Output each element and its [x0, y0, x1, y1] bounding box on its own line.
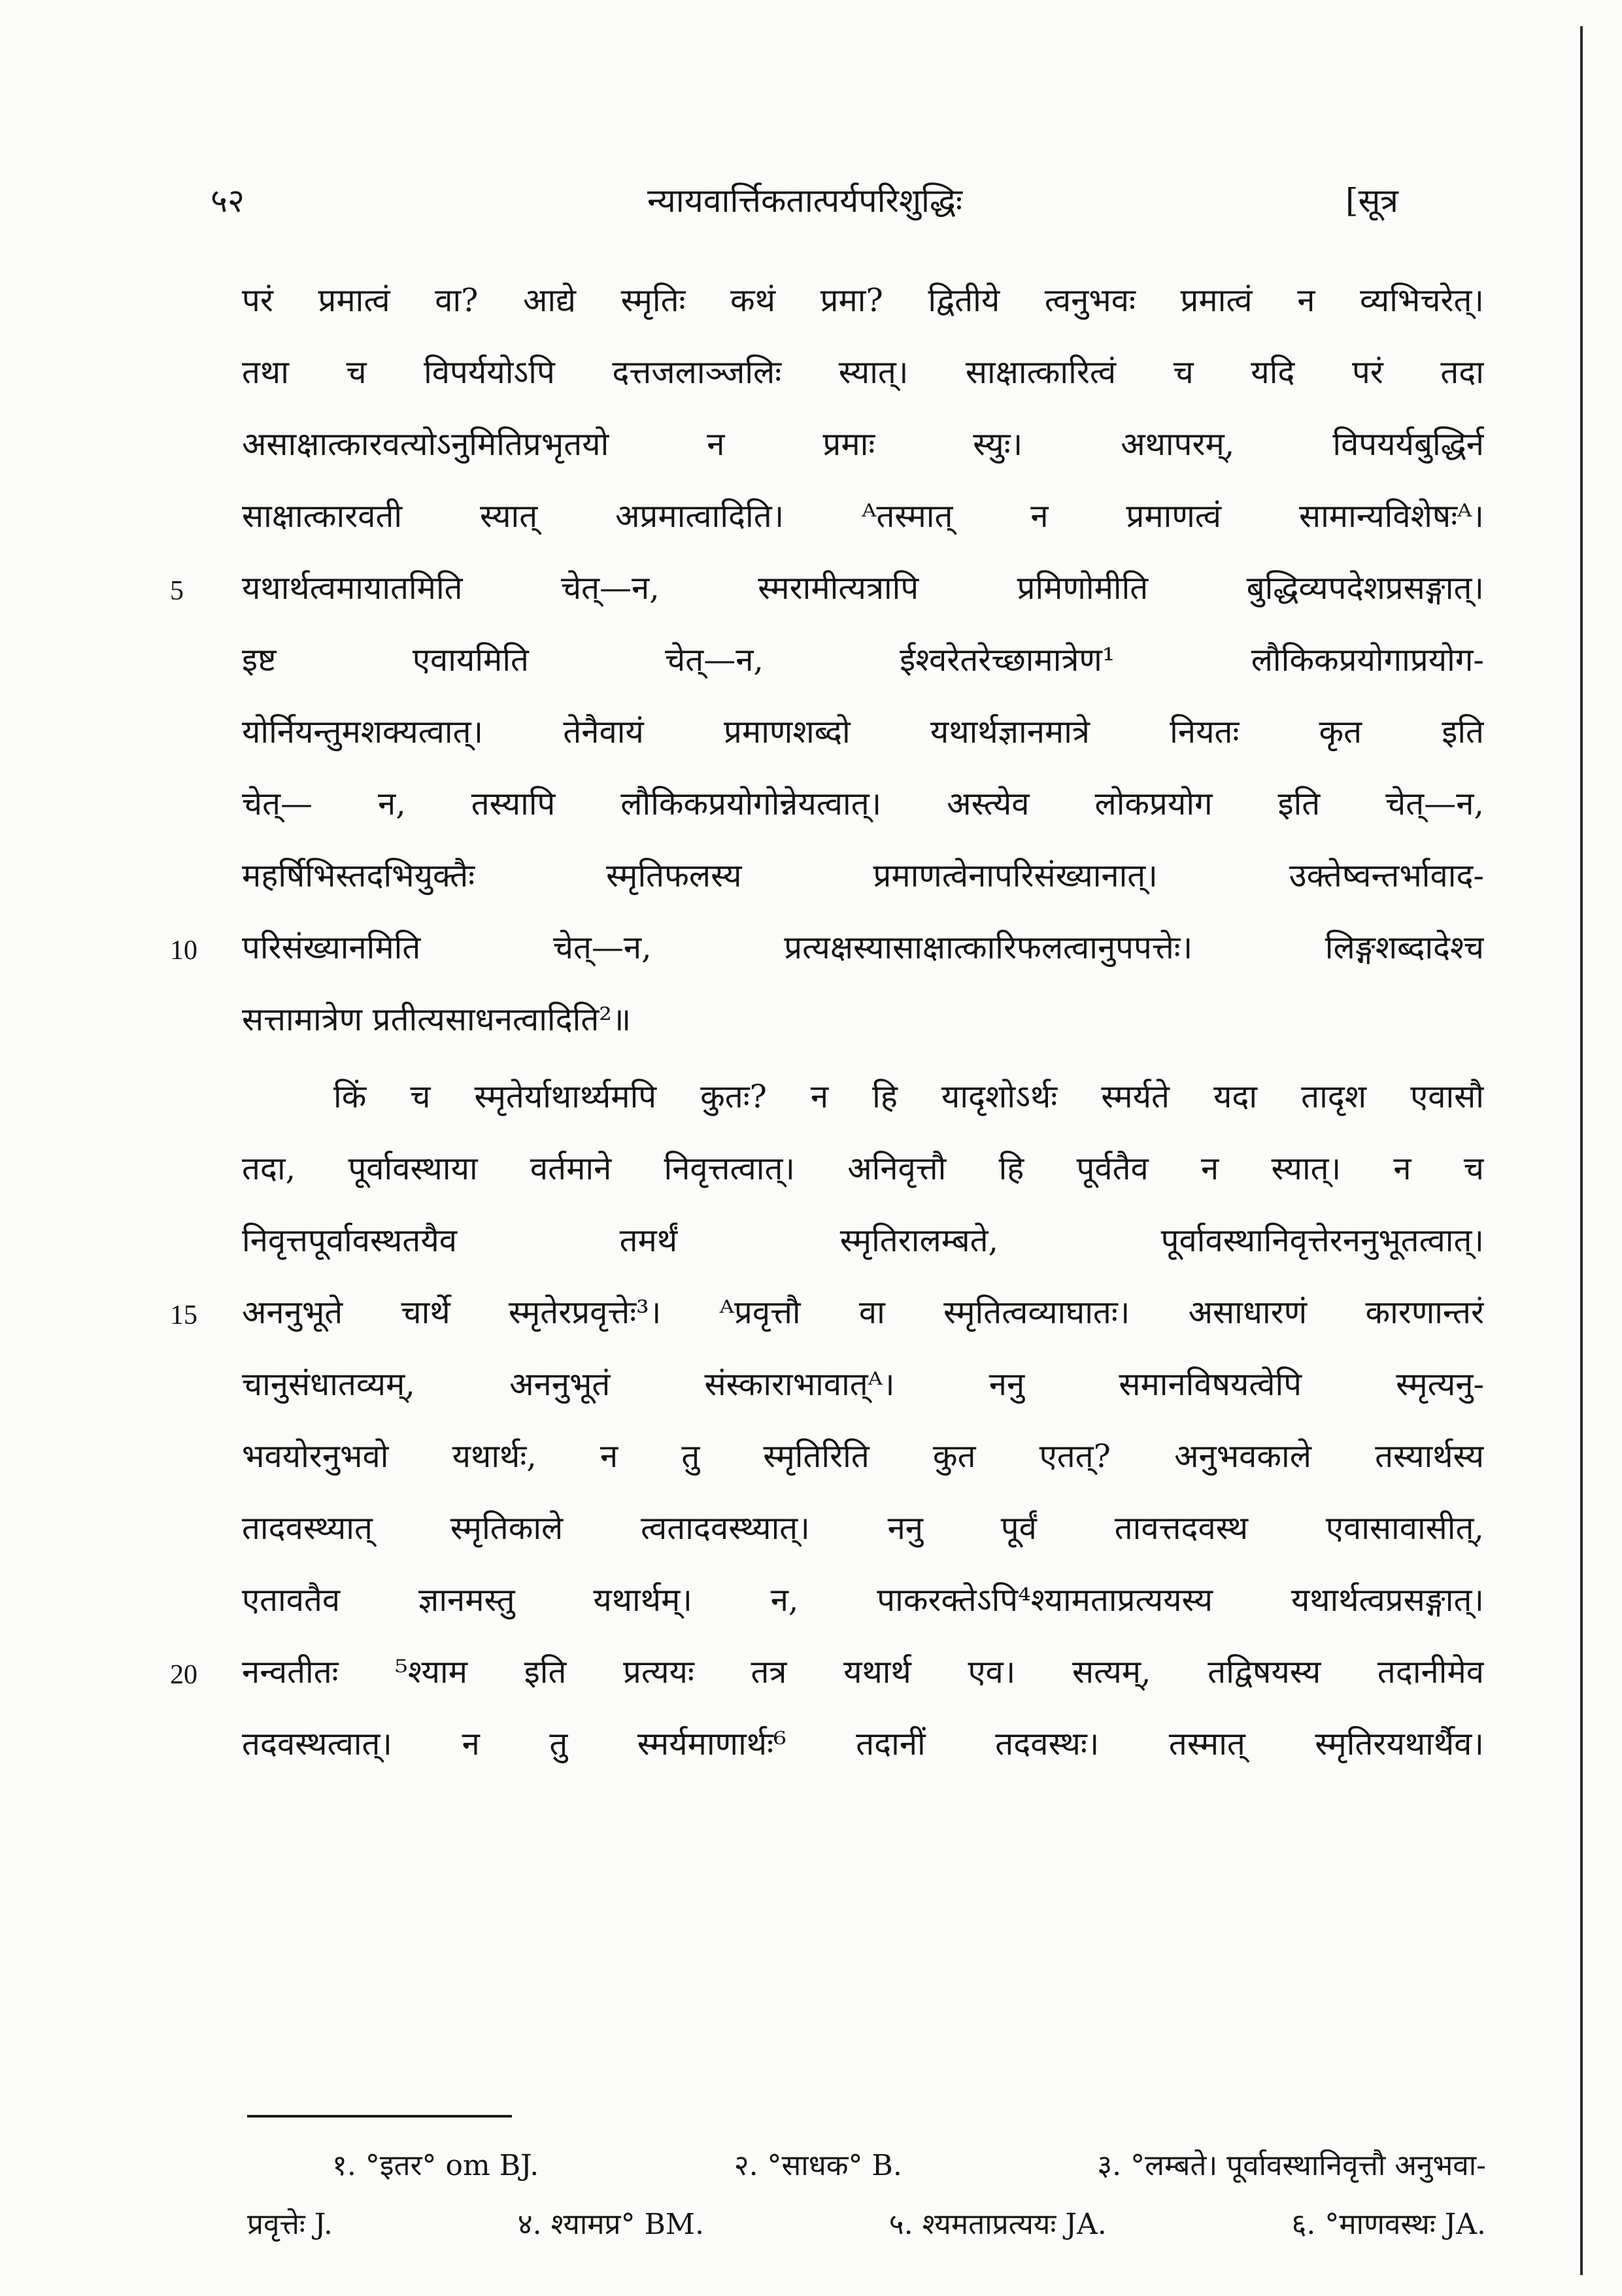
line-text: भवयोरनुभवो यथार्थः, न तु स्मृतिरिति कुत एतत्? अनुभवकाले तस्यार्थस्य — [242, 1438, 1484, 1475]
text-line — [242, 1564, 1484, 1636]
line-text: सत्तामात्रेण प्रतीत्यसाधनत्वादिति²॥ — [242, 1001, 632, 1038]
line-text: असाक्षात्कारवत्योऽनुमितिप्रभृतयो न प्रमाः स्युः। अथापरम्, विपयर्यबुद्धिर्न — [242, 426, 1484, 463]
text-line — [242, 409, 1484, 481]
text-line — [170, 1636, 1484, 1708]
line-text: यथार्थत्वमायातमिति चेत्—न, स्मरामीत्यत्रापि प्रमिणोमीति बुद्धिव्यपदेशप्रसङ्गात्। — [242, 569, 1484, 607]
footnote-line — [247, 2136, 1486, 2195]
page-header — [0, 171, 1622, 230]
text-line — [242, 1133, 1484, 1205]
line-text: परिसंख्यानमिति चेत्—न, प्रत्यक्षस्यासाक्षात्कारिफलत्वानुपपत्तेः। लिङ्गशब्दादेश्च — [242, 929, 1484, 966]
footnote-3: ३. °लम्बते। पूर्वावस्थानिवृत्तौ अनुभवा- — [1097, 2149, 1486, 2182]
line-text: तदा, पूर्वावस्थाया वर्तमाने निवृत्तत्वात्। अनिवृत्तौ हि पूर्वतैव न स्यात्। न च — [242, 1150, 1484, 1187]
line-text: इष्ट एवायमिति चेत्—न, ईश्वरेतरेच्छामात्रेण¹ लौकिकप्रयोगाप्रयोग- — [242, 641, 1484, 679]
footnote-6: ६. °माणवस्थः JA. — [1291, 2208, 1486, 2241]
section-mark: [सूत्र — [1345, 182, 1398, 220]
line-text: परं प्रमात्वं वा? आद्ये स्मृतिः कथं प्रमा? द्वितीये त्वनुभवः प्रमात्वं न व्यभिचरेत्। — [242, 282, 1484, 319]
line-number: 15 — [170, 1300, 197, 1330]
line-number: 20 — [170, 1660, 197, 1690]
footnote-rule — [247, 2115, 512, 2118]
line-text: साक्षात्कारवती स्यात् अप्रमात्वादिति। ᴬतस्मात् न प्रमाणत्वं सामान्यविशेषःᴬ। — [242, 498, 1484, 535]
line-text: योर्नियन्तुमशक्यत्वात्। तेनैवायं प्रमाणशब्दो यथार्थज्ञानमात्रे नियतः कृत इति — [242, 713, 1484, 751]
footnotes — [247, 2136, 1486, 2254]
text-line — [242, 1349, 1484, 1421]
text-line — [242, 1708, 1484, 1780]
line-text: तथा च विपर्ययोऽपि दत्तजलाञ्जलिः स्यात्। साक्षात्कारित्वं च यदि परं तदा — [242, 354, 1484, 391]
text-line — [242, 481, 1484, 552]
line-text: अननुभूते चार्थे स्मृतेरप्रवृत्तेः³। ᴬप्रवृत्तौ वा स्मृतित्वव्याघातः। असाधारणं कारणान्तरं — [242, 1294, 1484, 1331]
line-number: 10 — [170, 936, 197, 966]
line-text: चानुसंधातव्यम्, अननुभूतं संस्काराभावात्ᴬ। ननु समानविषयत्वेपि स्मृत्यनु- — [242, 1366, 1484, 1403]
line-text: महर्षिभिस्तदभियुक्तैः स्मृतिफलस्य प्रमाणत्वेनापरिसंख्यानात्। उक्तेष्वन्तर्भावाद- — [242, 857, 1484, 894]
text-line — [170, 912, 1484, 984]
line-text: तदवस्थत्वात्। न तु स्मर्यमाणार्थः⁶ तदानीं तदवस्थः। तस्मात् स्मृतिरयथार्थैव। — [242, 1725, 1484, 1763]
footnote-4: ४. श्यामप्र° BM. — [517, 2208, 704, 2241]
page-number: ५२ — [211, 182, 245, 220]
footnote-line — [247, 2195, 1486, 2254]
text-line — [242, 265, 1484, 337]
text-line — [242, 984, 1484, 1056]
page-edge-rule — [1580, 26, 1583, 2275]
text-line — [242, 1421, 1484, 1493]
text-line — [242, 1061, 1484, 1133]
running-title: न्यायवार्त्तिकतात्पर्यपरिशुद्धिः — [647, 182, 962, 220]
footnote-2: २. °साधक° B. — [734, 2149, 902, 2182]
line-text: किं च स्मृतेर्याथार्थ्यमपि कुतः? न हि यादृशोऽर्थः स्मर्यते यदा तादृश एवासौ — [333, 1078, 1484, 1115]
line-text: निवृत्तपूर्वावस्थतयैव तमर्थं स्मृतिरालम्बते, पूर्वावस्थानिवृत्तेरननुभूतत्वात्। — [242, 1222, 1484, 1259]
text-line — [242, 624, 1484, 696]
text-line — [242, 840, 1484, 912]
footnote-5: ५. श्यमताप्रत्ययः JA. — [888, 2208, 1107, 2241]
text-line — [170, 552, 1484, 624]
text-line — [242, 696, 1484, 768]
line-text: एतावतैव ज्ञानमस्तु यथार्थम्। न, पाकरक्तेऽपि⁴श्यामताप्रत्ययस्य यथार्थत्वप्रसङ्गात्। — [242, 1581, 1484, 1619]
text-line — [170, 1277, 1484, 1349]
text-line — [242, 337, 1484, 409]
line-text: नन्वतीतः ⁵श्याम इति प्रत्ययः तत्र यथार्थ एव। सत्यम्, तद्विषयस्य तदानीमेव — [242, 1653, 1484, 1691]
footnote-1: १. °इतर° om BJ. — [332, 2149, 539, 2182]
line-text: चेत्— न, तस्यापि लौकिकप्रयोगोन्नेयत्वात्। अस्त्येव लोकप्रयोग इति चेत्—न, — [242, 785, 1484, 822]
line-text: तादवस्थ्यात् स्मृतिकाले त्वतादवस्थ्यात्। ननु पूर्वं तावत्तदवस्थ एवासावासीत्, — [242, 1510, 1484, 1547]
line-number: 5 — [170, 576, 184, 606]
footnote-3-cont: प्रवृत्तेः J. — [247, 2208, 333, 2241]
text-line — [242, 1205, 1484, 1277]
text-line — [242, 1493, 1484, 1564]
text-line — [242, 768, 1484, 840]
